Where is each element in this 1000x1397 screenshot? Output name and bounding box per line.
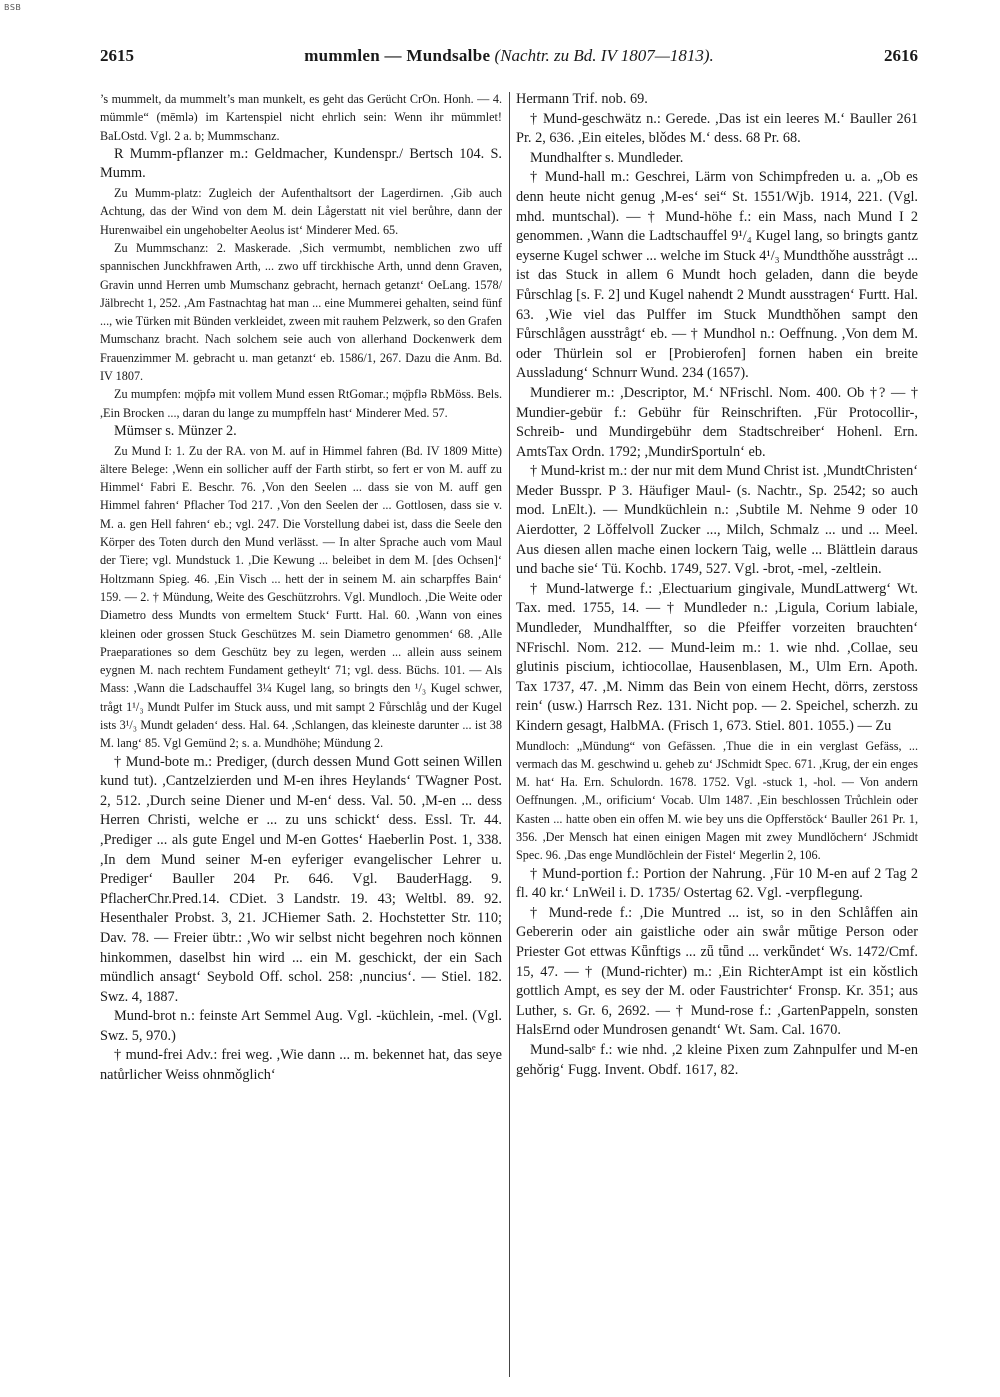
page-number-right: 2616 <box>884 46 918 65</box>
dictionary-entry: Zu Mummschanz: 2. Maskerade. ,Sich vermumbt, nemblichen zwo uff spannischen Junckhfrawen Arth, ... zwo uff tirckhische Arth, unnd denn Graven, Gravin unnd Herren umb Mumschanz gebracht, hernach getanzt‘ OeLang. 1578/ Jälbrecht 1, 252. ,Am Fastnachtag hat man ... eine Mummerei gehalten, seind fünf ..., wie Türken mit Bünden verkleidet, zween mit rauhem Pelzwerk, so den Grafen Mumschanz bracht. Nach solchem seie auch von allerhand Dockenwerk dem Frauenzimmer M. gebracht u. man getanzt‘ eb. 1586/1, 267. Dazu die Anm. Bd. IV 1807. <box>100 240 502 384</box>
running-title <box>304 46 714 66</box>
dictionary-entry: Zu Mund I: 1. Zu der RA. von M. auf in Himmel fahren (Bd. IV 1809 Mitte) ältere Belege: ,Wenn ein sollicher auff der Farth stirbt, so fert er von M. auff zu Himmel‘ Fabri E. Beschr. 76. ,Von den Seelen ... dass sie von M. auff gen Himmel fahren‘ Pflacher Tod 217. ,Von den Seelen der ... Gottlosen, dass sie v. M. a. gen Hell fahren‘ eb.; vgl. 247. Die Vorstellung dabei ist, dass die Seele den Körper des Toten durch den Mund verlässt. — In alter Sprache auch vom Maul der Tiere; vgl. Mundstuck 1. ,Die Kewung ... beleibet in dem M. [des Ochsen]‘ Holtzmann Spieg. 46. ,Ein Visch ... hett der in seinem M. ain scharpffes Bain‘ 159. — 2. † Mündung, Weite des Geschützrohrs. Vgl. Mundloch. ,Die Weite oder Diametro dess Mundts von ermeltem Stuck‘ Furtt. Hal. 60. ,Wann von eines kleinen oder grossen Stuck Geschützes M. sein Diametro genommen‘ 68. ,Alle Praeparationes so dem Geschütz bey zu legen, werden ... allein auss seinem eygnen M. nach rechtem Fundament getheylt‘ 71; vgl. dess. Büchs. 101. — Als Mass: ,Wann die Ladschauffel 3¼ Kugel lang, so bringts den ¹/₃ Kugel schwer, trågt 1¹/₃ Mundt Pulfer im Stuck auss, und mit sampt 2 Fůrschlåg und der Kugel ists 3¹/₃ Mundt geladen‘ dess. Hal. 64. ,Schlangen, das kleineste darunter ... ist 38 M. lang‘ 85. Vgl Gemünd 2; s. a. Mundhöhe; Mündung 2. <box>100 443 502 751</box>
dictionary-entry: Mund-salbᵉ f.: wie nhd. ,2 kleine Pixen zum Zahnpulfer und M-en gehǒrig‘ Fugg. Invent. Obdf. 1617, 82. <box>516 1042 918 1078</box>
dictionary-entry: † Mund-geschwätz n.: Gerede. ,Das ist ein leeres M.‘ Bauller 261 Pr. 2, 636. ,Ein eiteles, blǒdes M.‘ dess. 68 Pr. 68. <box>516 110 918 147</box>
dictionary-entry: Zu Mumm-platz: Zugleich der Aufenthaltsort der Lagerdirnen. ,Gib auch Achtung, das der Wind von dem M. dein Lågerstatt nit viel berůhre, dann der Hurenwaibel ein ungehobelter Aeolus ist‘ Minderer Med. 65. <box>100 186 502 237</box>
dictionary-entry: Mümser s. Münzer 2. <box>114 422 237 439</box>
page-number-left: 2615 <box>100 46 134 65</box>
dictionary-entry: R Mumm-pflanzer m.: Geldmacher, Kundenspr./ Bertsch 104. S. Mumm. <box>100 145 502 182</box>
dictionary-entry: Mund-brot n.: feinste Art Semmel Aug. Vgl. -küchlein, -mel. (Vgl. Swz. 5, 970.) <box>100 1008 502 1044</box>
left-column <box>100 90 502 1380</box>
dictionary-entry: ’s mummelt, da mummelt’s man munkelt, es geht das Gerücht CrOn. Honh. — 4. mümmle“ (mēmlə) im Kartenspiel nicht ehrlich sein: Wenn ihr mümmlet! BaLOstd. Vgl. 2 a. b; Mummschanz. <box>100 92 502 143</box>
running-title-note: (Nachtr. zu Bd. IV 1807—1813). <box>494 46 714 65</box>
column-divider <box>509 92 510 1377</box>
dictionary-entry: Mundloch: „Mündung“ von Gefässen. ,Thue die in ein verglast Gefäss, ... vermach das M. geschwind u. geheb zu‘ JSchmidt Spec. 671. ,Krug, der ein enges M. hat‘ Ha. Ern. Schulordn. 1678. 1752. Vgl. -stuck 1, -hol. — Von andern Oeffnungen. ,M., orificium‘ Vocab. Ulm 1487. ,Ein beschlossen Trůchlein oder Kasten ... hatte oben ein offen M. wie bey uns die Opfferstǒck‘ Bauller 261 Pr. 1, 356. ,Der Mensch hat einen einigen Magen mit zwey Mundlǒchern‘ JSchmidt Spec. 96. ,Das enge Mundlǒchlein der Fistel‘ Megerlin 2, 106. <box>516 738 918 863</box>
dictionary-entry: † Mund-portion f.: Portion der Nahrung. ,Für 10 M-en auf 2 Tag 2 fl. 40 kr.‘ LnWeil i. D. 1735/ Ostertag 62. Vgl. -verpflegung. <box>516 865 918 902</box>
dictionary-entry: † Mund-hall m.: Geschrei, Lärm von Schimpfreden u. a. „Ob es denn heute nicht genug ,M-es‘ sei“ St. 1551/Wjb. 1914, 221. (Vgl. mhd. muntschal). — † Mund-höhe f.: ein Mass, nach Mund I 2 genommen. ,Wann die Ladtschauffel 9¹/₄ Kugel lang, so bringts gantz eyserne Kugel schwer ... welche im Stuck 4¹/₃ Mundthǒhe ausstrågt ... ist das Stuck in allem 6 Mundt hoch geladen, dann die beyde Fůrschlag [s. F. 2] und Kugel nahendt 2 Mundt ausstragen‘ Furtt. Hal. 63. ,Wie viel das Pulffer im Stuck Mundthǒhen sampt den Fůrschlågen ausstrågt‘ eb. — † Mundhol n.: Oeffnung. ,Von dem M. oder Thürlein sol er [Probierofen] fornen haben ein breite Aussladung‘ Schnurr Wund. 234 (1657). <box>516 169 918 382</box>
right-column <box>516 90 918 1380</box>
dictionary-entry: † Mund-krist m.: der nur mit dem Mund Christ ist. ,MundtChristen‘ Meder Busspr. P 3. Häufiger Maul- (s. Nachtr., Sp. 2542; so auch mod. LnElt.). — Mundküchlein n.: ,Subtile M. Nehme 9 oder 10 Aierdotter, 2 Lǒffelvoll Zucker ..., Milch, Schmalz ... und ... Meel. Aus diesen allen mache einen lockern Taig, welle ... Blättlein daraus und bache sie‘ Tü. Kochb. 1749, 527. Vgl. -brot, -mel, -zeltlein. <box>516 463 918 578</box>
dictionary-entry: † Mund-bote m.: Prediger, (durch dessen Mund Gott seinen Willen kund tut). ,Cantzelzierden und M-en ihres Heylands‘ TWagner Post. 2, 512. ,Durch seine Diener und M-en‘ dess. Val. 50. ,M-en ... dess Herren Christi, welche er ... zu uns schickt‘ dess. Essl. Tr. 44. ,Prediger ... als gute Engel und M-en Gottes‘ Haeberlin Post. 1, 338. ,In dem Mund seiner M-en eyferiger evangelischer Lehrer u. Prediger‘ Bauller 204 Pr. 646. Vgl. BauderHagg. 9. PflacherChr.Pred.14. CDiet. 3 Landstr. 19. 43; Weltbl. 89. 92. Hesenthaler Probst. 3, 21. JCHiemer Sath. 2. Hochstetter Str. 110; Dav. 78. — Freier übtr.: ,Wo wir selbst nicht begehren noch können hinkommen, daselbst hin wird ... ein M. geschickt, der ein Sach mündlich ansagt‘ Seybold Off. schol. 258: ,nuncius‘. — Stiel. 182. Swz. 4, 1887. <box>100 753 502 1005</box>
dictionary-entry: † mund-frei Adv.: frei weg. ,Wie dann ... m. bekennet hat, das seye natůrlicher Weiss ohnmǒglich‘ <box>100 1047 502 1084</box>
dictionary-entry: † Mund-latwerge f.: ,Electuarium gingivale, MundLattwerg‘ Wt. Tax. med. 1755, 14. — † Mundleder n.: ,Ligula, Corium labiale, Mundleder, Mundhalffter, so die Pfeiffer vorzeiten brauchten‘ NFrischl. Nom. 212. — Mund-leim m.: 1. wie nhd. ,Collae, seu glutinis piscium, ichtiocollae, Hausenblasen, M., Ulm Ern. Apoth. Tax 1737, 47. ,M. Nimm das Bein von einem Hecht, dörrs, zerstoss rein‘ (usw.) Harrsch Rez. 131. Nicht pop. — 2. Speichel, scherzh. zu Kindern gesagt, HalbMA. (Frisch 1, 673. Stiel. 801. 1055.) — Zu <box>516 580 918 734</box>
library-stamp: BSB <box>4 3 22 12</box>
dictionary-entry: Hermann Trif. nob. 69. <box>516 91 648 107</box>
dictionary-entry: Mundierer m.: ,Descriptor, M.‘ NFrischl. Nom. 400. Ob †? — † Mundier-gebür f.: Gebühr für Reinschriften. ,Für Protocollir-, Schreib- und Mundirgebühr dem Stadtschreiber‘ Hohenl. Ern. AmtsTax Ordn. 1792; ,MundirSportuln‘ eb. <box>516 384 918 460</box>
dictionary-entry: Mundhalfter s. Mundleder. <box>530 149 684 166</box>
dictionary-entry: Zu mumpfen: mǫ̈pfə mit vollem Mund essen RtGomar.; mǫ̈pflə RbMöss. Bels. ,Ein Brocken ..., daran du lange zu mumpffeln hast‘ Minderer Med. 57. <box>100 387 502 420</box>
page-header <box>100 46 918 70</box>
running-title-main: mummlen — Mundsalbe <box>304 46 491 65</box>
dictionary-entry: † Mund-rede f.: ,Die Muntred ... ist, so in den Schlåffen ain Gebererin oder ain gaistliche oder ain swår mǖtige Person oder Priester Got ettwas Kǖnftigs ... zǖ tǖnd ... verkǖndet‘ Ws. 1472/Cmf. 15, 47. — † (Mund-richter) m.: ,Ein RichterAmpt ist ein kǒstlich gottlich Ampt, es sey der M. oder Faustrichter‘ Fronsp. Kr. 351; aus Luther, s. Gr. 6, 2692. — † Mund-rose f.: ,GartenPappeln, sonsten HalsErnd oder Mundrosen genandt‘ Wt. Sam. Cal. 1670. <box>516 904 918 1039</box>
